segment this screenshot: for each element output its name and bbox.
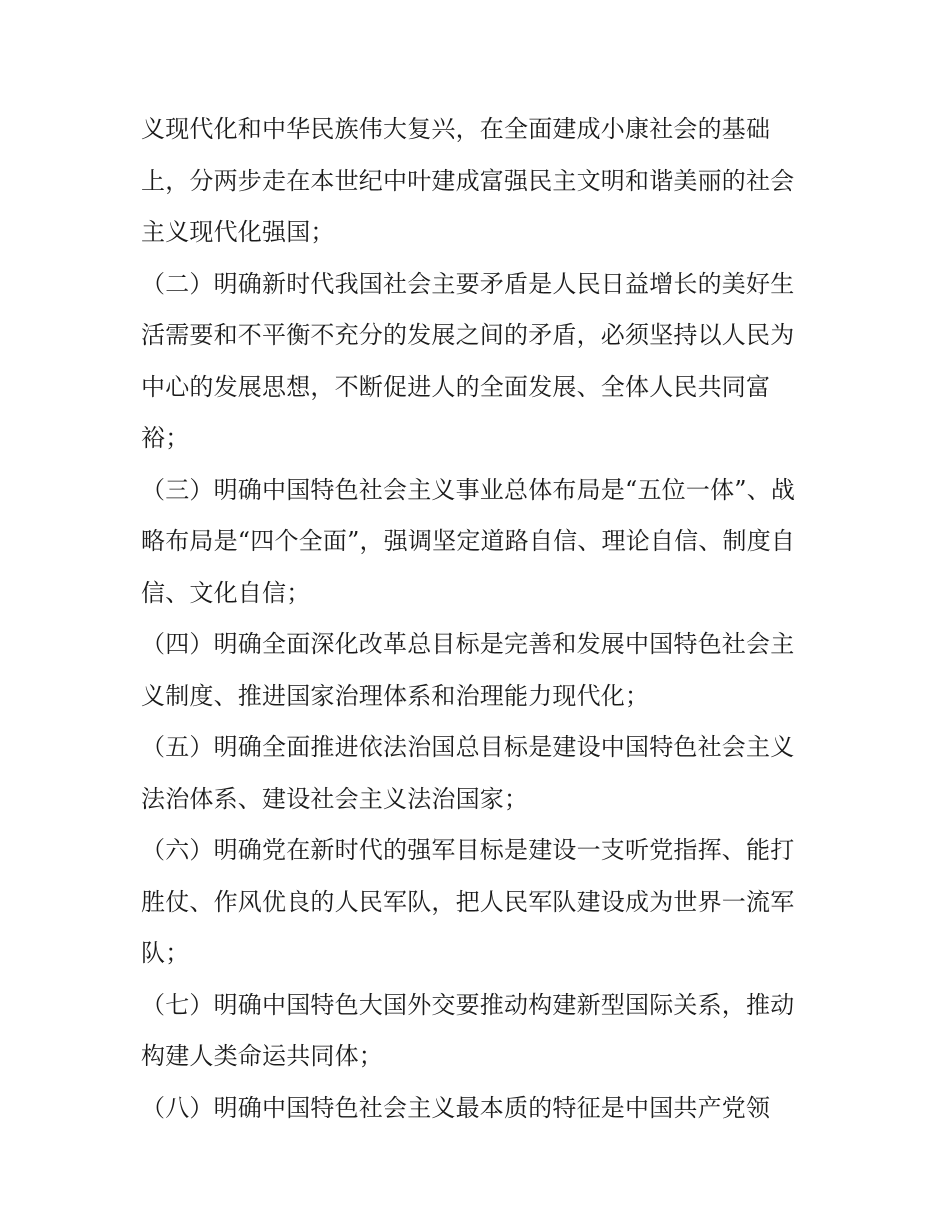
text-line: 略布局是“四个全面”，强调坚定道路自信、理论自信、制度自 [141,527,796,555]
text-line: （八）明确中国特色社会主义最本质的特征是中国共产党领 [141,1093,771,1122]
text-line: 胜仗、作风优良的人民军队，把人民军队建设成为世界一流军 [141,887,795,916]
text-line: 队； [141,939,190,967]
body-text [141,107,821,1137]
text-line: （六）明确党在新时代的强军目标是建设一支听党指挥、能打 [141,836,795,864]
text-line: （五）明确全面推进依法治国总目标是建设中国特色社会主义 [141,733,795,761]
text-line: 法治体系、建设社会主义法治国家； [141,784,529,813]
text-line: 义现代化和中华民族伟大复兴，在全面建成小康社会的基础 [141,115,771,143]
text-line: （四）明确全面深化改革总目标是完善和发展中国特色社会主 [141,630,795,658]
text-line: （二）明确新时代我国社会主要矛盾是人民日益增长的美好生 [141,269,795,298]
text-line: 构建人类命运共同体； [141,1042,383,1070]
text-line: 中心的发展思想，不断促进人的全面发展、全体人民共同富 [141,372,771,401]
text-line: 活需要和不平衡不充分的发展之间的矛盾，必须坚持以人民为 [141,321,795,349]
text-line: 义制度、推进国家治理体系和治理能力现代化； [141,681,650,710]
text-line: （七）明确中国特色大国外交要推动构建新型国际关系，推动 [141,990,795,1019]
text-line: （三）明确中国特色社会主义事业总体布局是“五位一体”、战 [141,475,796,504]
text-line: 上，分两步走在本世纪中叶建成富强民主文明和谐美丽的社会 [141,166,795,195]
text-line: 主义现代化强国； [141,218,335,246]
text-line: 信、文化自信； [141,578,311,607]
text-line: 裕； [141,424,190,452]
